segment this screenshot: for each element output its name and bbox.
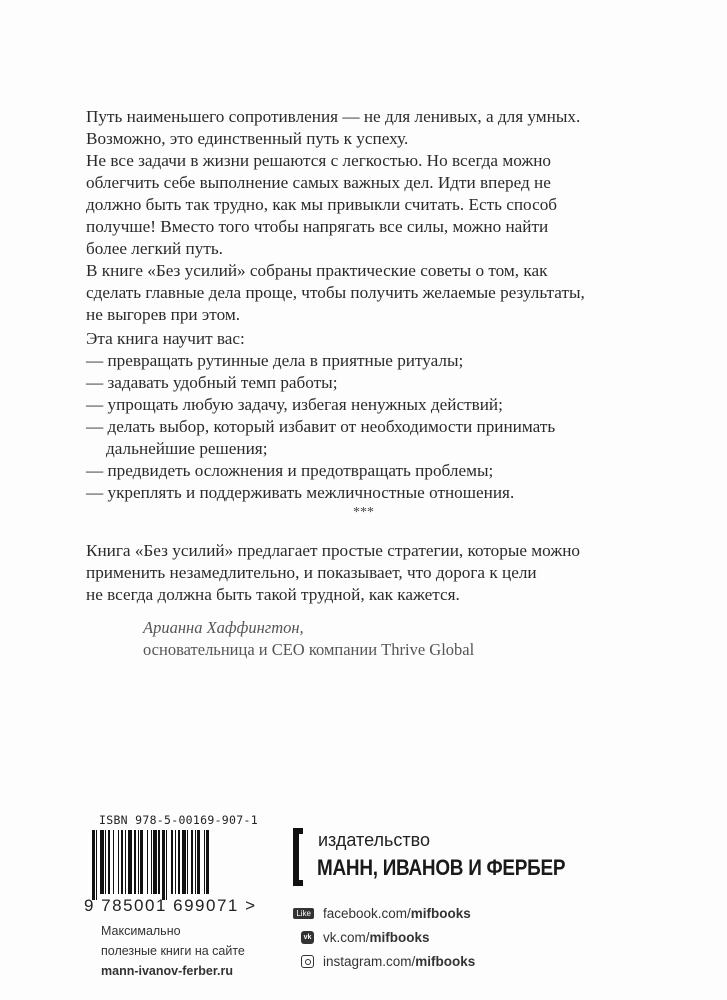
social-handle: mifbooks bbox=[369, 930, 430, 945]
publisher-label: издательство bbox=[318, 830, 430, 850]
vk-icon: vk bbox=[301, 931, 314, 944]
barcode-bar bbox=[187, 830, 188, 894]
social-prefix: facebook.com/ bbox=[323, 906, 411, 921]
quote-author: Арианна Хаффингтон, bbox=[143, 618, 304, 637]
benefits-list bbox=[86, 328, 686, 504]
social-instagram[interactable] bbox=[270, 954, 475, 969]
barcode-bar bbox=[197, 830, 200, 894]
quote-author-title: основательница и CEO компании Thrive Global bbox=[143, 640, 475, 659]
barcode-bar bbox=[128, 830, 132, 894]
promo-line: Максимально bbox=[101, 924, 181, 938]
barcode-digits: 9 785001 699071 > bbox=[84, 896, 257, 915]
barcode-bar bbox=[140, 830, 143, 894]
list-item: — упрощать любую задачу, избегая ненужных действий; bbox=[86, 395, 503, 414]
list-item-continuation: дальнейшие решения; bbox=[106, 439, 268, 458]
list-item: — делать выбор, который избавит от необходимости принимать bbox=[86, 417, 556, 436]
barcode-bar bbox=[191, 830, 194, 894]
intro-line: сделать главные дела проще, чтобы получить желаемые результаты, bbox=[86, 283, 585, 302]
promo-text bbox=[101, 921, 245, 981]
social-vk[interactable] bbox=[270, 930, 430, 945]
quote-line: Книга «Без усилий» предлагает простые стратегии, которые можно bbox=[86, 541, 580, 560]
social-facebook[interactable] bbox=[270, 906, 471, 921]
social-prefix: vk.com/ bbox=[323, 930, 370, 945]
intro-line: не выгорев при этом. bbox=[86, 305, 241, 324]
barcode-bar bbox=[206, 830, 209, 894]
barcode-bar bbox=[105, 830, 106, 894]
publisher-bracket-logo bbox=[293, 828, 303, 886]
list-item: — задавать удобный темп работы; bbox=[86, 373, 338, 392]
intro-line: Возможно, это единственный путь к успеху. bbox=[86, 129, 409, 148]
list-heading: Эта книга научит вас: bbox=[86, 329, 245, 348]
quote-line: применить незамедлительно, и показывает, что дорога к цели bbox=[86, 563, 537, 582]
quote-attribution bbox=[143, 617, 474, 661]
intro-line: должно быть так трудно, как мы привыкли считать. Есть способ bbox=[86, 195, 558, 214]
barcode-bar bbox=[204, 830, 205, 894]
quote-line: не всегда должна быть такой трудной, как кажется. bbox=[86, 585, 460, 604]
barcode-bar bbox=[166, 830, 167, 900]
isbn: ISBN 978-5-00169-907-1 bbox=[99, 813, 258, 827]
barcode-bar bbox=[151, 830, 152, 894]
barcode-bar bbox=[178, 830, 181, 894]
social-handle: mifbooks bbox=[410, 906, 471, 921]
intro-line: облегчить себе выполнение самых важных дел. Идти вперед не bbox=[86, 173, 551, 192]
barcode-bar bbox=[158, 830, 159, 894]
intro-line: В книге «Без усилий» собраны практические советы о том, как bbox=[86, 261, 548, 280]
social-prefix: instagram.com/ bbox=[323, 954, 416, 969]
barcode-bar bbox=[121, 830, 124, 894]
barcode bbox=[92, 830, 242, 894]
list-item: — превращать рутинные дела в приятные ритуалы; bbox=[86, 351, 464, 370]
barcode-bar bbox=[182, 830, 186, 894]
list-item: — предвидеть осложнения и предотвращать проблемы; bbox=[86, 461, 494, 480]
quote-text bbox=[86, 540, 686, 606]
barcode-bar bbox=[113, 830, 114, 894]
social-handle: mifbooks bbox=[415, 954, 476, 969]
instagram-icon bbox=[301, 955, 314, 968]
intro-line: получше! Вместо того чтобы напрягать все силы, можно найти bbox=[86, 217, 549, 236]
section-separator: *** bbox=[353, 505, 374, 520]
promo-line: полезные книги на сайте bbox=[101, 944, 245, 958]
barcode-bar bbox=[195, 830, 196, 894]
website-link[interactable]: mann-ivanov-ferber.ru bbox=[101, 964, 233, 978]
barcode-bar bbox=[125, 830, 126, 894]
barcode-bar bbox=[138, 830, 139, 894]
barcode-bar bbox=[100, 830, 104, 894]
barcode-bar bbox=[96, 830, 97, 900]
intro-line: более легкий путь. bbox=[86, 239, 223, 258]
barcode-bar bbox=[92, 830, 95, 900]
barcode-bar bbox=[108, 830, 111, 894]
intro-text bbox=[86, 106, 686, 326]
barcode-bar bbox=[175, 830, 176, 894]
barcode-bar bbox=[134, 830, 137, 894]
list-item: — укреплять и поддерживать межличностные отношения. bbox=[86, 483, 515, 502]
barcode-bar bbox=[147, 830, 148, 894]
barcode-bar bbox=[171, 830, 172, 894]
publisher-name: МАНН, ИВАНОВ И ФЕРБЕР bbox=[317, 855, 566, 880]
barcode-bar bbox=[153, 830, 157, 894]
barcode-bar bbox=[118, 830, 119, 894]
intro-line: Путь наименьшего сопротивления — не для ленивых, а для умных. bbox=[86, 107, 581, 126]
facebook-like-icon: Like bbox=[293, 908, 314, 919]
barcode-bar bbox=[162, 830, 165, 900]
intro-line: Не все задачи в жизни решаются с легкостью. Но всегда можно bbox=[86, 151, 552, 170]
